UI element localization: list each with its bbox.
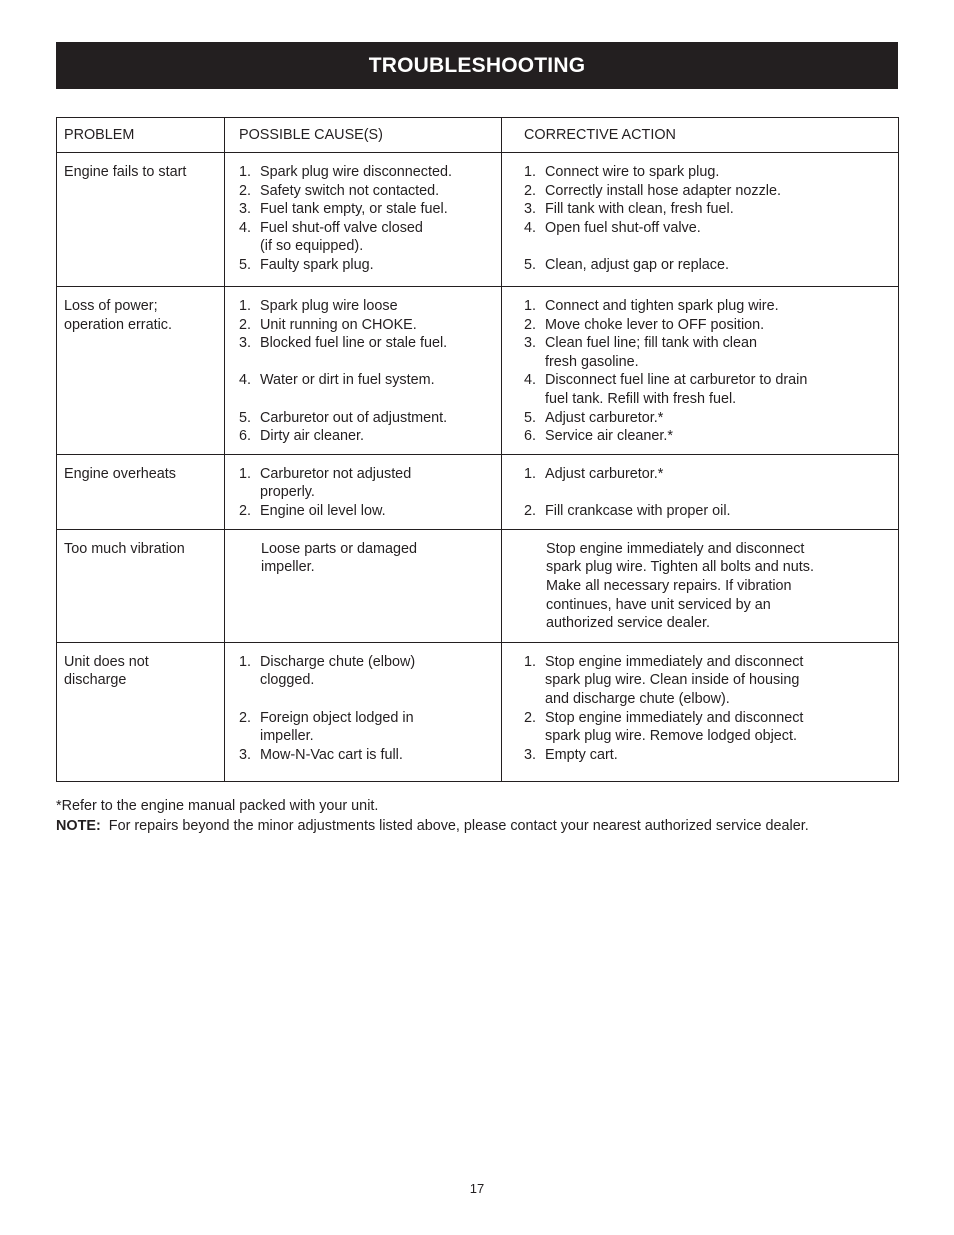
column-header-action: CORRECTIVE ACTION [502, 118, 899, 153]
list-item: 4. Fuel shut-off valve closed (if so equipped). [239, 219, 423, 255]
note-label: NOTE: [56, 818, 101, 834]
cause-cell [225, 529, 502, 642]
service-note [56, 816, 916, 836]
problem-cell: Unit does not discharge [57, 642, 225, 781]
list-item: 1. Carburetor not adjusted properly. [239, 465, 412, 501]
list-item: 1. Stop engine immediately and disconnect spark plug wire. Clean inside of housing and discharge chute (elbow). [524, 653, 804, 707]
problem-cell: Engine overheats [57, 454, 225, 529]
table-row [57, 529, 899, 642]
page-number: 17 [469, 1181, 485, 1196]
list-item: 3. Empty cart. [524, 746, 618, 763]
cause-cell [225, 287, 502, 455]
list-item: 2. Safety switch not contacted. [239, 182, 440, 199]
list-item: 1. Connect wire to spark plug. [524, 164, 720, 180]
column-header-causes: POSSIBLE CAUSE(S) [225, 118, 502, 153]
list-item: 1. Spark plug wire loose [239, 298, 398, 314]
list-item: 6. Dirty air cleaner. [239, 428, 364, 445]
cause-cell [225, 642, 502, 781]
problem-cell: Loss of power; operation erratic. [57, 287, 225, 455]
action-cell [502, 529, 899, 642]
list-item: 1. Adjust carburetor.* [524, 465, 664, 482]
table-row [57, 642, 899, 781]
list-item: 4. Open fuel shut-off valve. [524, 219, 701, 236]
title-banner [56, 42, 898, 89]
table-row [57, 153, 899, 287]
column-header-problem: PROBLEM [57, 118, 225, 153]
cause-cell [225, 153, 502, 287]
list-item: 3. Mow-N-Vac cart is full. [239, 746, 403, 763]
table-row [57, 287, 899, 455]
list-item: 6. Service air cleaner.* [524, 428, 673, 445]
list-item: 2. Fill crankcase with proper oil. [524, 502, 731, 519]
table-row [57, 454, 899, 529]
list-item: Loose parts or damaged impeller. [261, 540, 417, 576]
action-cell [502, 454, 899, 529]
list-item: 5. Carburetor out of adjustment. [239, 409, 448, 426]
problem-cell: Engine fails to start [57, 153, 225, 287]
problem-cell: Too much vibration [57, 529, 225, 642]
list-item: 2. Move choke lever to OFF position. [524, 316, 765, 333]
action-cell [502, 153, 899, 287]
engine-manual-note: *Refer to the engine manual packed with your unit. [56, 798, 379, 814]
list-item: 3. Fill tank with clean, fresh fuel. [524, 201, 734, 218]
cause-cell [225, 454, 502, 529]
list-item: 2. Engine oil level low. [239, 502, 386, 519]
list-item: 3. Clean fuel line; fill tank with clean fresh gasoline. [524, 335, 757, 370]
troubleshooting-table [56, 117, 899, 782]
footnotes [56, 796, 916, 836]
list-item: 1. Spark plug wire disconnected. [239, 164, 452, 180]
list-item: 3. Fuel tank empty, or stale fuel. [239, 201, 448, 218]
list-item: 1. Connect and tighten spark plug wire. [524, 298, 779, 314]
list-item: Stop engine immediately and disconnect spark plug wire. Tighten all bolts and nuts. Make all necessary repairs. If vibration continues, have unit serviced by an authorized service dealer. [546, 540, 814, 632]
table-header-row [57, 118, 899, 153]
list-item: 5. Clean, adjust gap or replace. [524, 256, 729, 273]
action-cell [502, 287, 899, 455]
list-item: 2. Stop engine immediately and disconnect spark plug wire. Remove lodged object. [524, 709, 804, 745]
list-item: 2. Correctly install hose adapter nozzle. [524, 182, 781, 199]
note-text: For repairs beyond the minor adjustments listed above, please contact your nearest authorized service dealer. [108, 818, 809, 834]
page-title: TROUBLESHOOTING [368, 53, 586, 77]
list-item: 3. Blocked fuel line or stale fuel. [239, 335, 448, 352]
list-item: 4. Water or dirt in fuel system. [239, 372, 435, 389]
list-item: 1. Discharge chute (elbow) clogged. [239, 653, 416, 689]
list-item: 2. Foreign object lodged in impeller. [239, 709, 414, 745]
list-item: 2. Unit running on CHOKE. [239, 316, 417, 333]
action-cell [502, 642, 899, 781]
list-item: 4. Disconnect fuel line at carburetor to drain fuel tank. Refill with fresh fuel. [524, 372, 808, 407]
list-item: 5. Faulty spark plug. [239, 256, 374, 273]
list-item: 5. Adjust carburetor.* [524, 409, 664, 426]
